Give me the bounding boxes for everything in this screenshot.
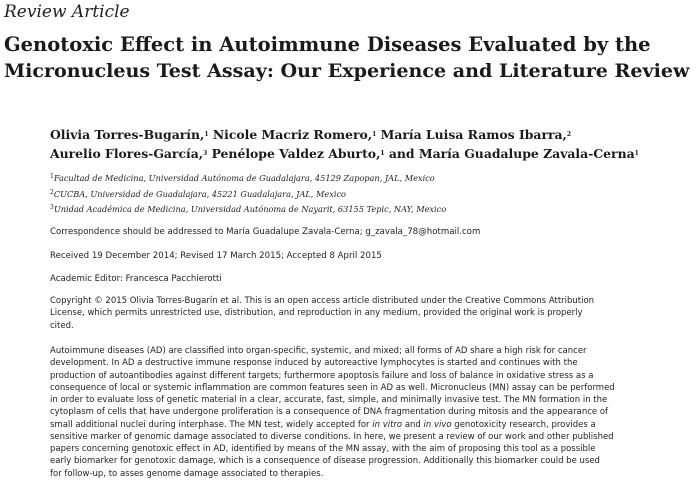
author-affil-sup: 1 [634, 150, 639, 157]
affil-text: CUCBA, Universidad de Guadalajara, 45221 Guadalajara, JAL, Mexico [53, 188, 346, 199]
author-line-2 [50, 144, 695, 163]
author-name: Olivia Torres-Bugarín, [50, 127, 205, 142]
affil-text: Facultad de Medicina, Universidad Autónoma de Guadalajara, 45129 Zapopan, JAL, Mexico [53, 173, 435, 183]
copyright-line: License, which permits unrestricted use, distribution, and reproduction in any medium, provided the original work is properly [50, 308, 583, 319]
affil-sup: 3 [50, 204, 54, 211]
correspondence-line: Correspondence should be addressed to María Guadalupe Zavala-Cerna; g_zavala_78@hotmail.com [50, 227, 481, 237]
author-list [50, 125, 695, 163]
dates-line: Received 19 December 2014; Revised 17 March 2015; Accepted 8 April 2015 [50, 251, 382, 261]
author-affil-sup: 1 [380, 150, 385, 157]
article-type: Review Article [4, 2, 130, 22]
abstract-line: sensitive marker of genomic damage associated to diverse conditions. In here, we present a review of our work and other published [50, 431, 614, 442]
abstract-line: cytoplasm of cells that have undergone proliferation is a consequence of DNA fragmentation during mitosis and the appearance of [50, 407, 609, 418]
italic-term: in vitro [372, 419, 403, 430]
author-name: Penélope Valdez Aburto, [207, 146, 381, 161]
italic-term: in vivo [423, 419, 452, 430]
abstract-line: in order to evaluate loss of genetic material in a clear, accurate, fast, simple, and minimally invasive test. The MN formation in the [50, 395, 608, 405]
abstract-line: Autoimmune diseases (AD) are classified into organ-specific, systemic, and mixed; all forms of AD share a high risk for cancer [50, 346, 587, 356]
author-name: and María Guadalupe Zavala-Cerna [384, 146, 635, 161]
affiliation-list [50, 170, 690, 217]
title-line-1: Genotoxic Effect in Autoimmune Diseases Evaluated by the [4, 33, 651, 56]
copyright-notice [50, 295, 695, 332]
author-line-1 [50, 125, 695, 144]
abstract-line: development. In AD a destructive immune response induced by autoreactive lymphocytes is started and continues with the [50, 358, 578, 369]
author-name: María Luisa Ramos Ibarra, [376, 127, 567, 142]
author-affil-sup: 3 [203, 150, 208, 157]
abstract-line: small additional nuclei during interphase. The MN test, widely accepted for in vitro and in vivo genotoxicity research, provides a [50, 419, 596, 430]
author-affil-sup: 1 [372, 131, 377, 138]
copyright-line: Copyright © 2015 Olivia Torres-Bugarín et al. This is an open access article distributed under the Creative Commons Attribution [50, 296, 595, 306]
affiliation-2 [50, 186, 690, 202]
abstract-line: consequence of local or systemic inflammation are common features seen in AD as well. Micronucleus (MN) assay can be performed [50, 382, 615, 393]
affil-sup: 1 [50, 173, 54, 180]
abstract-line: for follow-up, to asses genome damage associated to therapies. [50, 468, 324, 479]
article-title [4, 32, 694, 84]
author-affil-sup: 2 [566, 131, 572, 138]
abstract [50, 345, 695, 480]
affiliation-1 [50, 170, 690, 186]
affil-text: Unidad Académica de Medicina, Universidad Autónoma de Nayarit, 63155 Tepic, NAY, Mexico [53, 204, 447, 214]
author-name: Aurelio Flores-García, [50, 146, 204, 161]
affil-sup: 2 [50, 188, 54, 196]
abstract-line: early biomarker for genotoxic damage, which is a consequence of disease progression. Additionally this biomarker could be used [50, 456, 600, 467]
author-affil-sup: 1 [204, 131, 209, 138]
title-line-2: Micronucleus Test Assay: Our Experience and Literature Review [4, 59, 690, 82]
affiliation-3 [50, 201, 690, 217]
author-name: Nicole Macriz Romero, [208, 127, 373, 142]
copyright-line: cited. [50, 320, 74, 331]
academic-editor-line: Academic Editor: Francesca Pacchierotti [50, 274, 222, 284]
abstract-line: production of autoantibodies against different targets; furthermore apoptosis failure and loss of balance in oxidative stress as a [50, 370, 594, 381]
abstract-line: papers concerning genotoxic effect in AD, identified by means of the MN assay, with the aim of proposing this tool as a possible [50, 444, 596, 454]
